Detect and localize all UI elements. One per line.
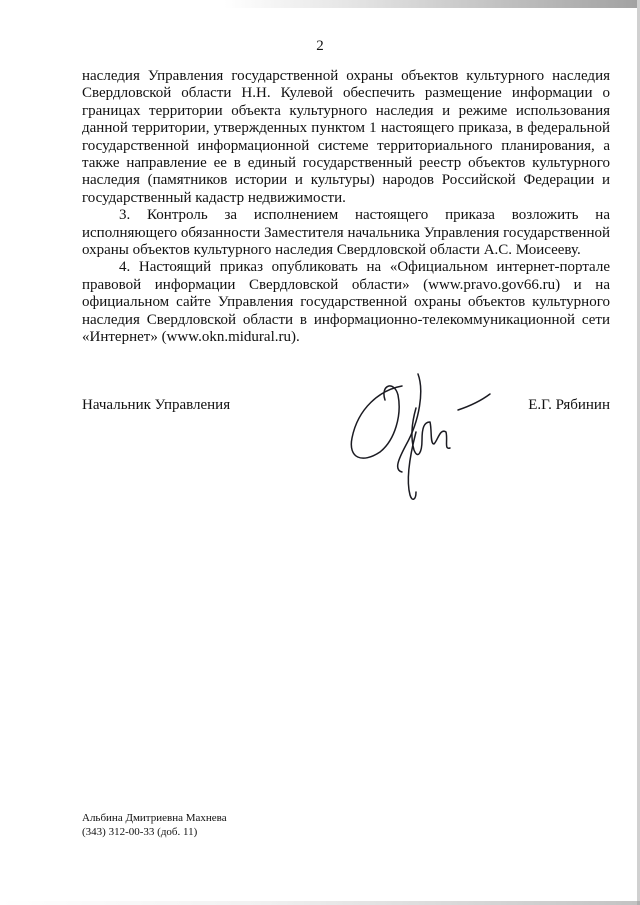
handwritten-signature	[340, 360, 500, 510]
document-body	[82, 68, 610, 347]
executor-info	[82, 812, 227, 839]
paragraph-continuation: наследия Управления государственной охраны объектов культурного наследия Свердловской области Н.Н. Кулевой обеспечить размещение информации о границах территории объекта культурного наследия и режиме использования данной территории, утвержденных пунктом 1 настоящего приказа, в федеральной государственной информационной системе территориального планирования, а также направление ее в единый государственный реестр объектов культурного наследия (памятников истории и культуры) народов Российской Федерации и государственный кадастр недвижимости.	[82, 68, 610, 206]
executor-phone: (343) 312-00-33 (доб. 11)	[82, 825, 198, 838]
scan-edge-top	[0, 0, 640, 8]
signatory-title: Начальник Управления	[82, 397, 231, 413]
executor-name: Альбина Дмитриевна Махнева	[82, 812, 227, 824]
paragraph-4-publication: 4. Настоящий приказ опубликовать на «Официальном интернет-портале правовой информации Свердловской области» (www.pravo.gov66.ru) и на официальном сайте Управления государственной охраны объектов культурного наследия Свердловской области в информационно-телекоммуникационной сети «Интернет» (www.okn.midural.ru).	[82, 259, 610, 346]
scan-edge-bottom	[0, 901, 640, 905]
page-number: 2	[316, 38, 324, 54]
paragraph-3-control: 3. Контроль за исполнением настоящего приказа возложить на исполняющего обязанности Заместителя начальника Управления государственной охраны объектов культурного наследия Свердловской области А.С. Моисееву.	[82, 207, 610, 259]
signatory-name: Е.Г. Рябинин	[528, 397, 610, 413]
